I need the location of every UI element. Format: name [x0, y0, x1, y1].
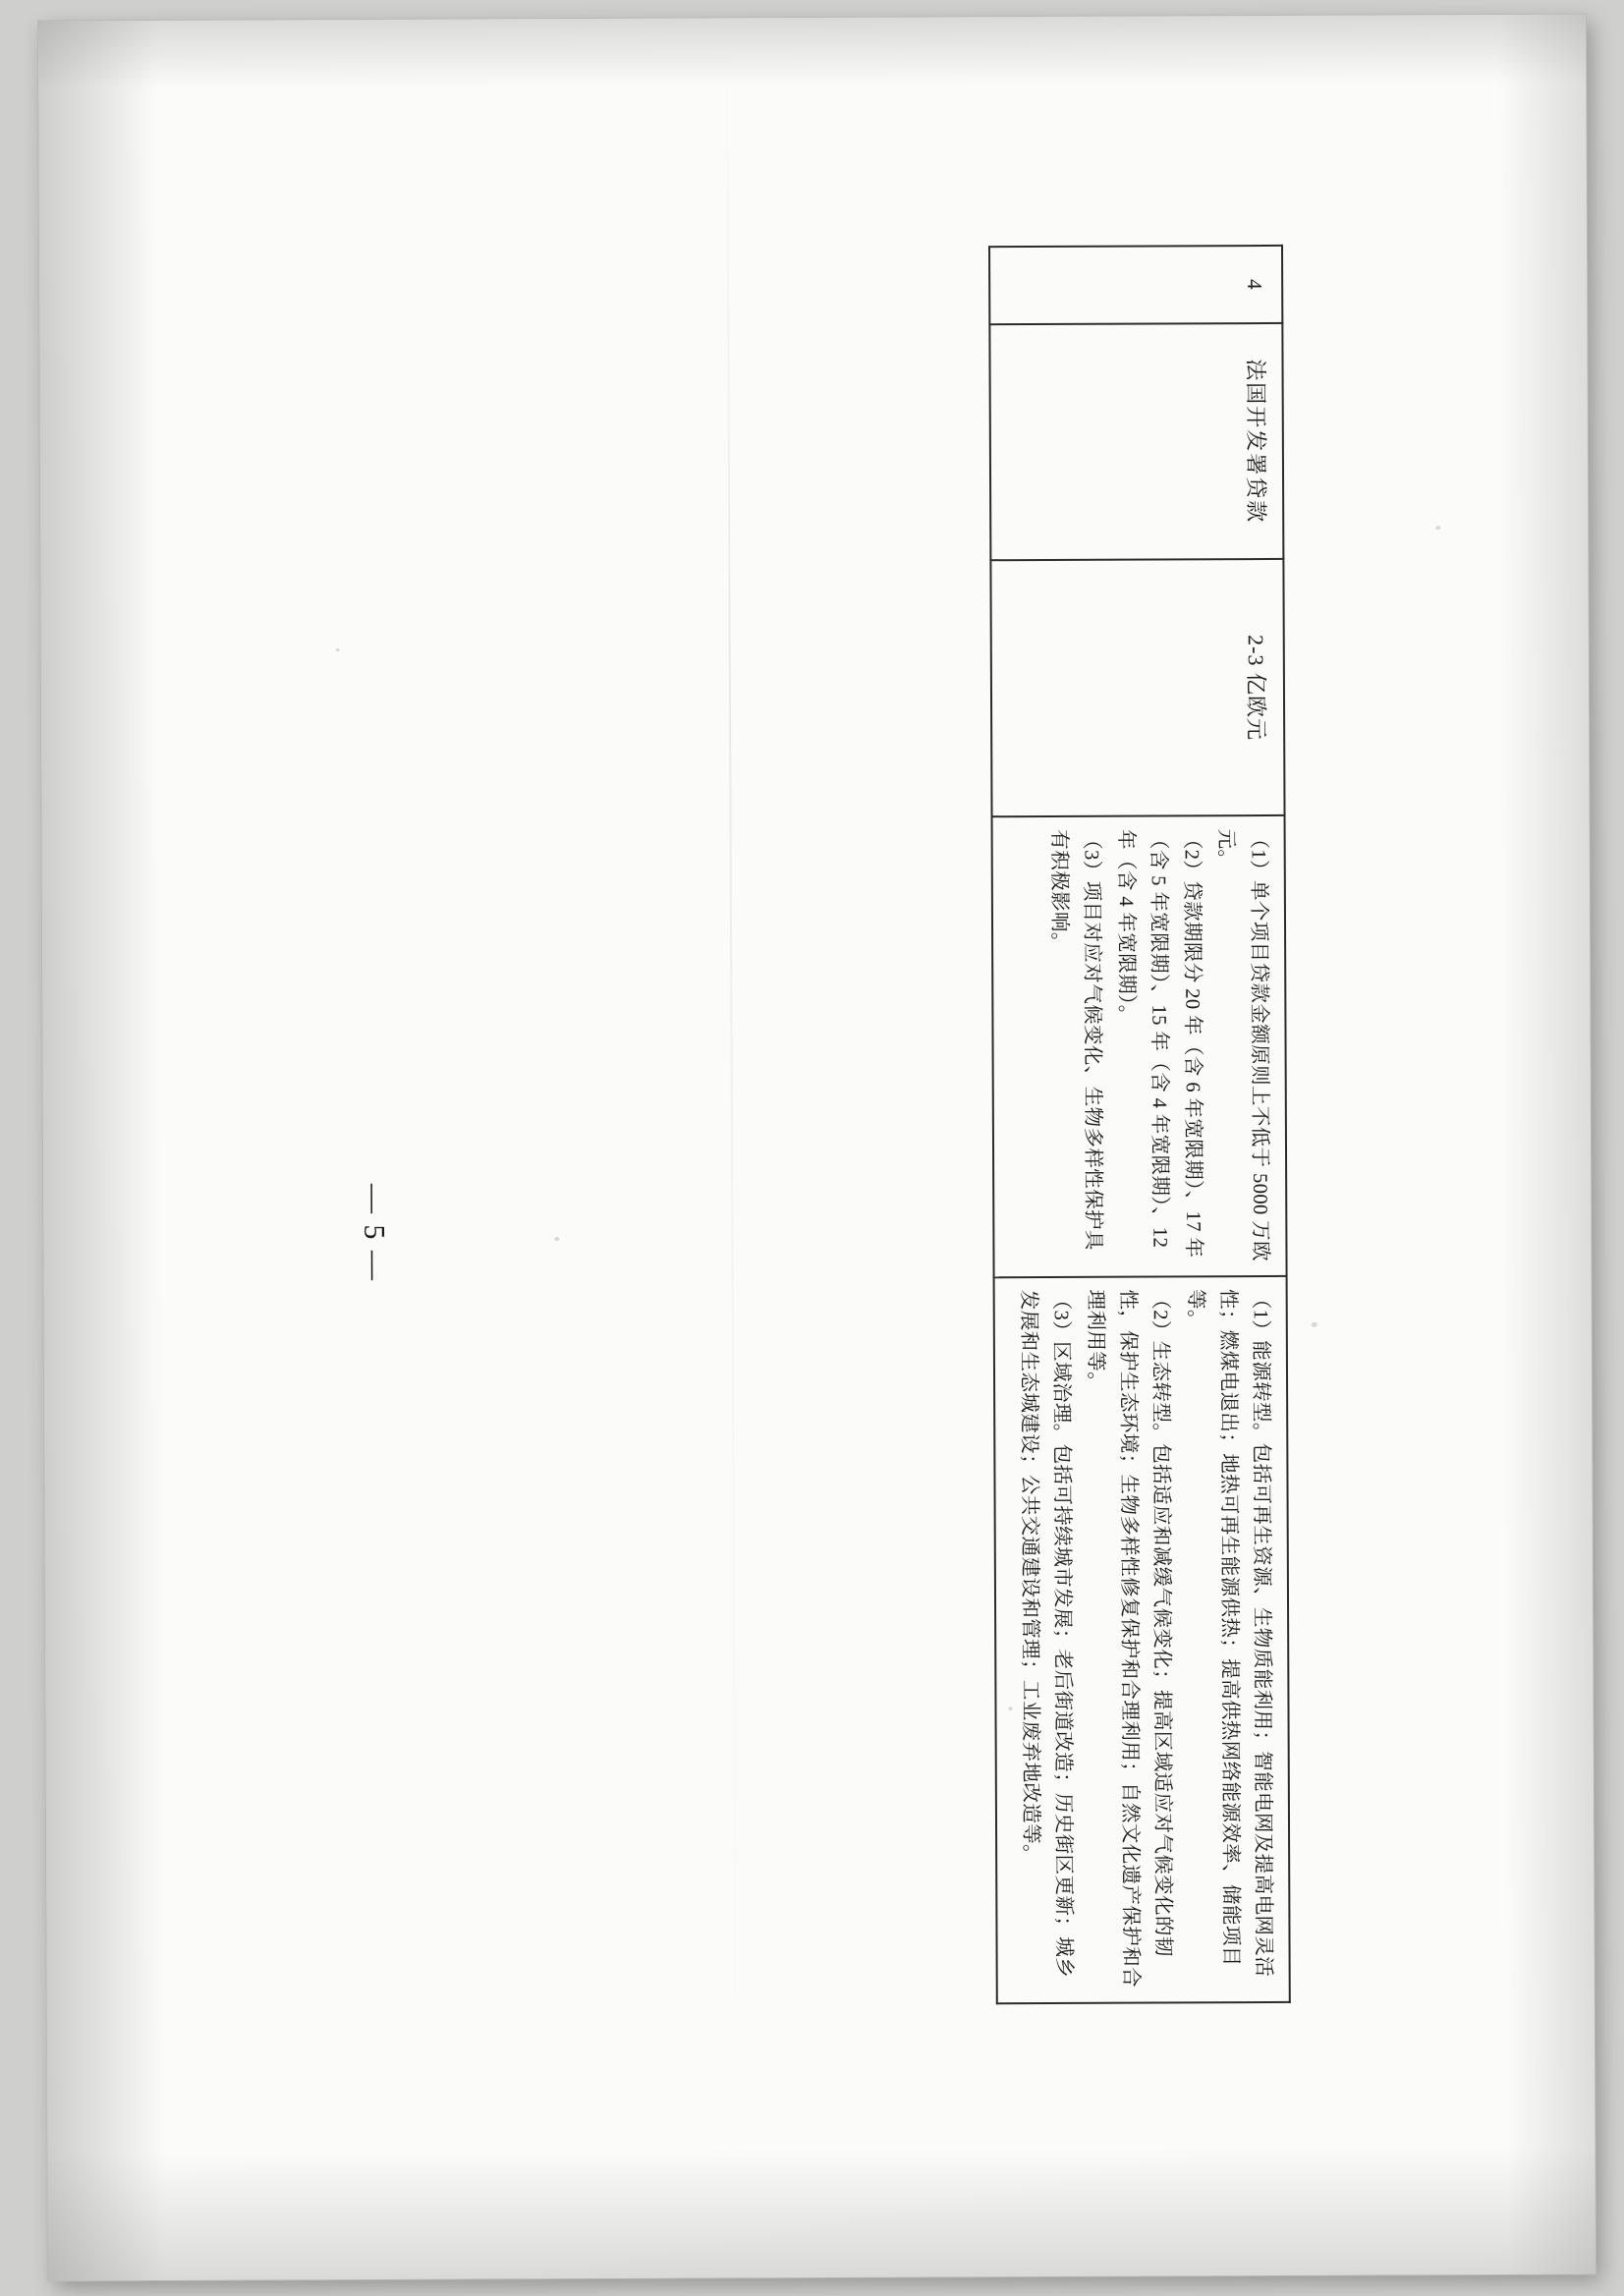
page-content-rotated [38, 15, 1596, 2281]
amount-value: 2-3 亿欧元 [1243, 635, 1268, 741]
scope-item: （1）能源转型。包括可再生资源、生物质能利用；智能电网及提高电网灵活性；燃煤电退出；地热可再生能源供热；提高供热网络能源效率、储能项目等。 [1183, 1288, 1274, 1978]
terms-item: （1）单个项目贷款金额原则上不低于 5000 万欧元。 [1213, 828, 1271, 1262]
table-row [989, 246, 1289, 2003]
page-number: — 5 — [357, 1183, 391, 1283]
document-content [125, 128, 1509, 2167]
document-page [38, 15, 1596, 2281]
row-index-value: 4 [1242, 279, 1266, 291]
scope-list [1011, 1289, 1279, 1990]
funding-table [988, 245, 1290, 2004]
table-cell-lender [989, 323, 1283, 561]
terms-list [1041, 828, 1275, 1263]
lender-name-value: 法国开发署贷款 [1243, 359, 1268, 525]
table-cell-terms [991, 815, 1286, 1277]
table-cell-scope [993, 1276, 1289, 2003]
scope-item: （2）生态转型。包括适应和减缓气候变化；提高区域适应对气候变化的韧性，保护生态环境；生物多样性修复保护和合理利用；自然文化遗产保护和合理利用等。 [1084, 1289, 1174, 1988]
table-cell-index [989, 246, 1282, 324]
scope-item: （3）区域治理。包括可持续城市发展；老后街道改造；历史街区更新；城乡发展和生态城建设；公共交通建设和管理；工业废弃地改造等。 [1016, 1289, 1074, 1979]
table-cell-amount [990, 559, 1284, 816]
terms-item: （2）贷款期限分 20 年（含 6 年宽限期）、17 年（含 5 年宽限期）、15 年（含 4 年宽限期）、12 年（含 4 年宽限期）。 [1114, 828, 1204, 1259]
terms-item: （3）项目对应对气候变化、生物多样性保护具有积极影响。 [1046, 829, 1103, 1251]
